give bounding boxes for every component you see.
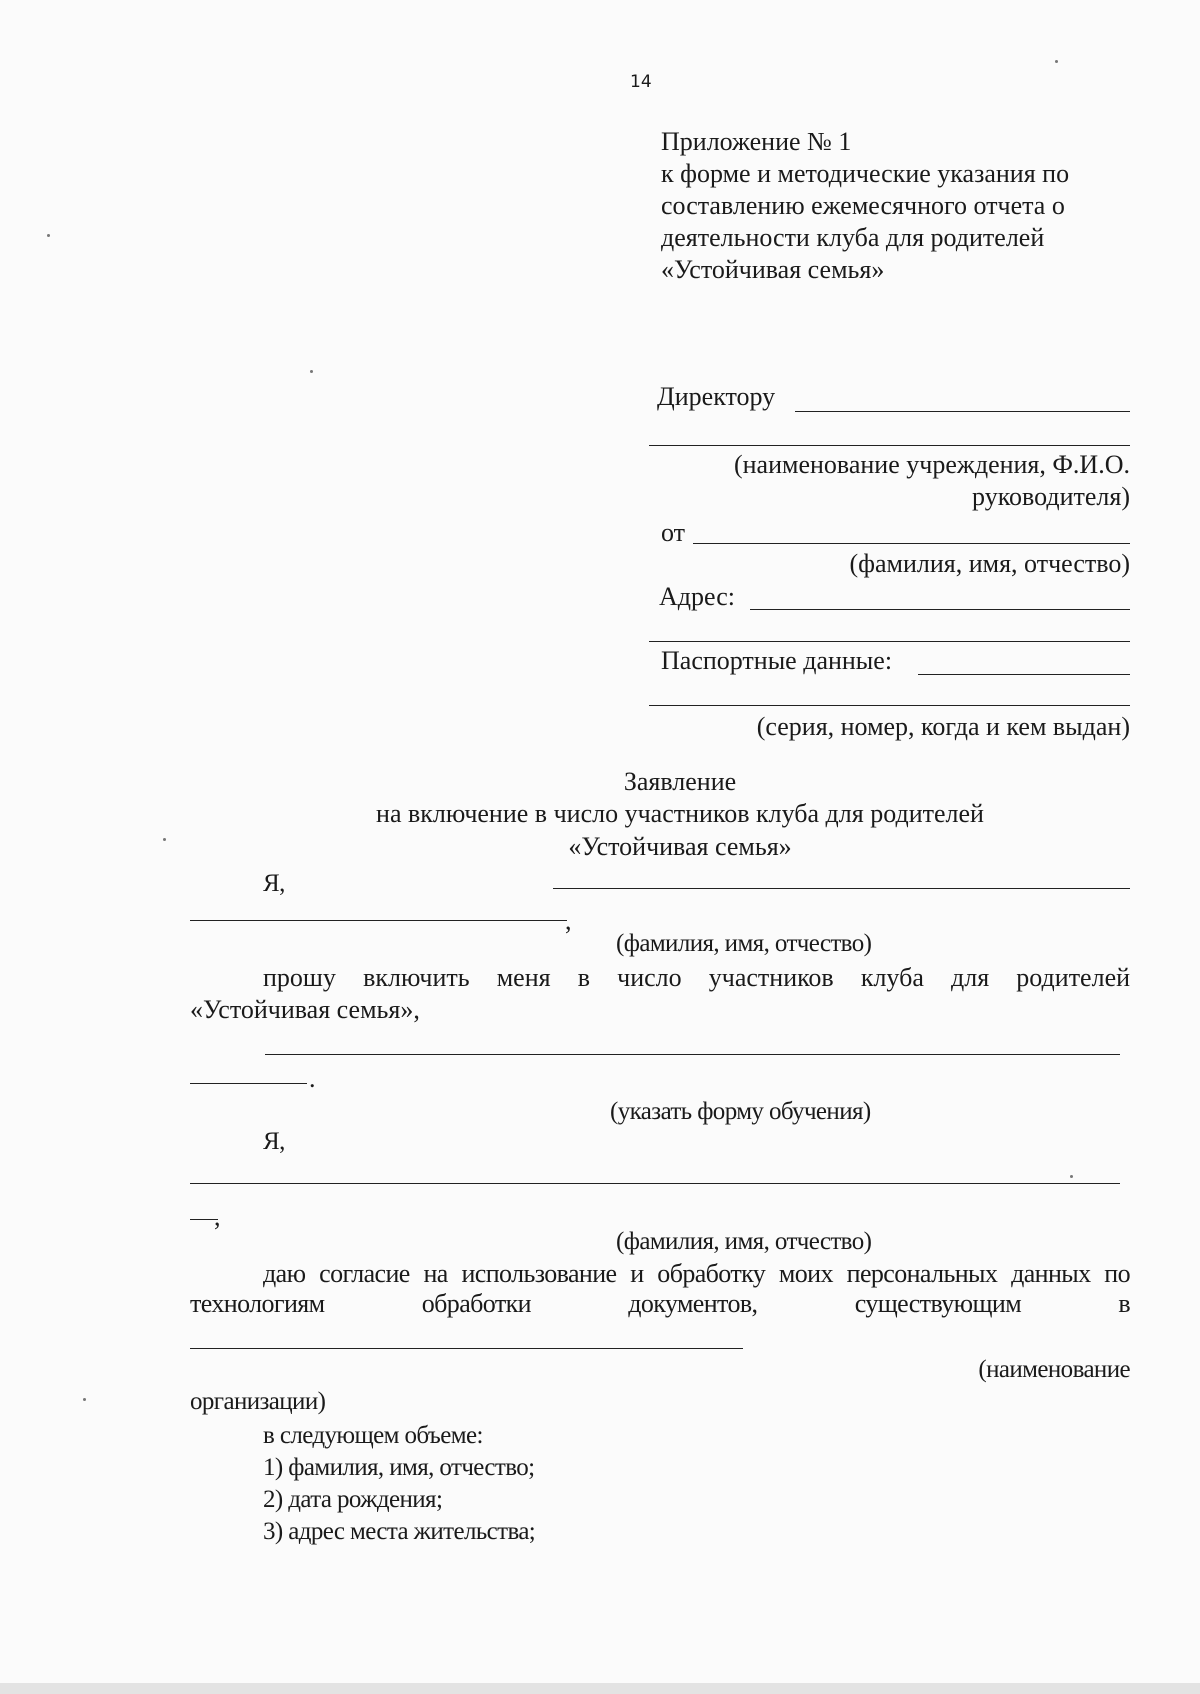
address-blank[interactable] xyxy=(750,609,1130,610)
from-label: от xyxy=(661,518,686,547)
fio-blank-2[interactable] xyxy=(190,1183,1120,1184)
scan-speck xyxy=(1070,1175,1073,1178)
fio-hint: (фамилия, имя, отчество) xyxy=(616,1228,872,1255)
scan-speck xyxy=(83,1398,86,1401)
consent-line: даю согласие на использование и обработку моих персональных данных по xyxy=(263,1259,1130,1288)
address-blank-2[interactable] xyxy=(649,641,1130,642)
scope-intro: в следующем объеме: xyxy=(263,1422,483,1449)
appendix-line: Приложение № 1 xyxy=(661,127,852,156)
scan-speck xyxy=(310,370,313,373)
request-line: прошу включить меня в число участников клуба для родителей xyxy=(263,963,1131,992)
organization-blank[interactable] xyxy=(190,1348,743,1349)
study-form-hint: (указать форму обучения) xyxy=(610,1098,871,1125)
appendix-line: деятельности клуба для родителей xyxy=(661,223,1045,252)
ya-label: Я, xyxy=(263,1128,285,1155)
fio-blank-1b[interactable] xyxy=(190,920,567,921)
fio-blank-1[interactable] xyxy=(553,888,1130,889)
passport-blank-2[interactable] xyxy=(649,705,1130,706)
appendix-line: к форме и методические указания по xyxy=(661,159,1070,188)
passport-blank[interactable] xyxy=(918,674,1130,675)
institution-hint: (наименование учреждения, Ф.И.О. xyxy=(733,450,1130,479)
director-blank-2[interactable] xyxy=(649,445,1130,446)
organization-hint: (наименование xyxy=(978,1356,1130,1383)
list-item: 2) дата рождения; xyxy=(263,1486,443,1513)
director-label: Директору xyxy=(657,382,776,411)
fio-hint: (фамилия, имя, отчество) xyxy=(849,549,1130,578)
scan-speck xyxy=(47,234,50,237)
passport-hint: (серия, номер, когда и кем выдан) xyxy=(756,712,1130,741)
study-form-blank[interactable] xyxy=(265,1054,1120,1055)
statement-club: «Устойчивая семья» xyxy=(568,832,792,861)
request-line-2: «Устойчивая семья», xyxy=(190,995,420,1024)
list-item: 3) адрес места жительства; xyxy=(263,1518,536,1545)
consent-line-2: технологиям обработки документов, существующим в xyxy=(190,1289,1130,1318)
institution-hint: руководителя) xyxy=(972,482,1130,511)
from-blank[interactable] xyxy=(693,543,1130,544)
scan-speck xyxy=(1055,60,1058,63)
statement-title: Заявление xyxy=(623,767,737,796)
comma: , xyxy=(565,906,572,935)
appendix-line: «Устойчивая семья» xyxy=(661,255,885,284)
statement-subtitle: на включение в число участников клуба для родителей xyxy=(376,799,984,828)
comma: , xyxy=(214,1202,221,1231)
period: . xyxy=(309,1064,316,1093)
scan-speck xyxy=(163,838,166,841)
appendix-line: составлению ежемесячного отчета о xyxy=(661,191,1065,220)
fio-hint: (фамилия, имя, отчество) xyxy=(616,930,872,957)
passport-label: Паспортные данные: xyxy=(661,646,893,675)
director-blank[interactable] xyxy=(795,411,1130,412)
address-label: Адрес: xyxy=(659,582,735,611)
list-item: 1) фамилия, имя, отчество; xyxy=(263,1454,535,1481)
scan-edge xyxy=(0,1683,1200,1694)
organization-hint-2: организации) xyxy=(190,1388,326,1415)
ya-label: Я, xyxy=(263,870,285,897)
study-form-blank-2[interactable] xyxy=(190,1083,307,1084)
page-number: 14 xyxy=(630,72,652,92)
